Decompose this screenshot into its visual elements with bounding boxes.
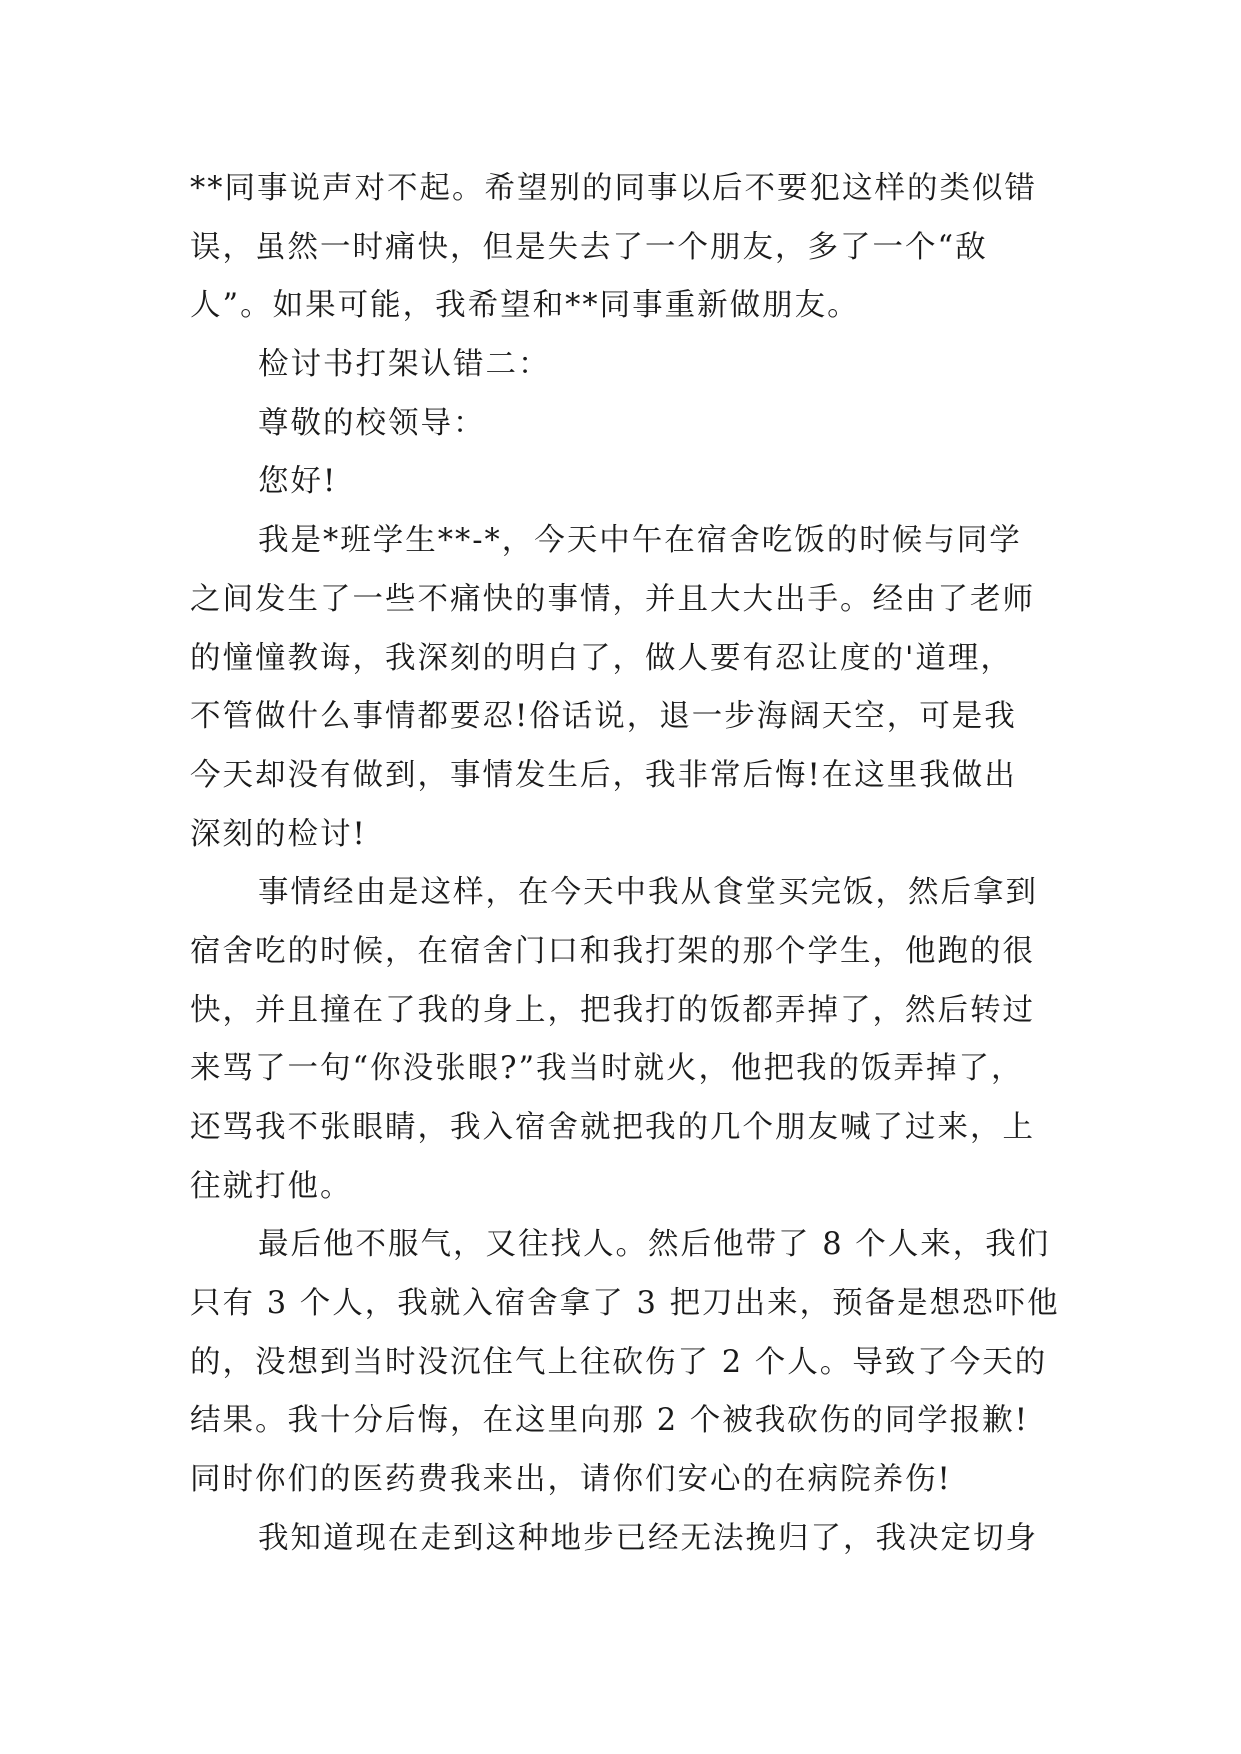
text-line: 误，虽然一时痛快，但是失去了一个朋友，多了一个“敌	[190, 229, 988, 265]
text-line: 的，没想到当时没沉住气上往砍伤了 2 个人。导致了今天的	[190, 1344, 1048, 1380]
text-line: 事情经由是这样，在今天中我从食堂买完饭，然后拿到	[258, 875, 1038, 911]
text-line: 来骂了一句“你没张眼?”我当时就火，他把我的饭弄掉了，	[190, 1051, 1024, 1087]
text-line: 人”。如果可能，我希望和**同事重新做朋友。	[190, 288, 860, 324]
text-line: **同事说声对不起。希望别的同事以后不要犯这样的类似错	[190, 171, 1037, 206]
text-line: 往就打他。	[190, 1168, 353, 1204]
text-line: 我是*班学生**-*，今天中午在宿舍吃饭的时候与同学	[258, 523, 1022, 559]
text-line: 之间发生了一些不痛快的事情，并且大大出手。经由了老师	[190, 581, 1035, 617]
text-line: 深刻的检讨!	[190, 816, 367, 852]
text-line: 最后他不服气，又往找人。然后他带了 8 个人来，我们	[258, 1227, 1051, 1263]
text-line: 的憧憧教诲，我深刻的明白了，做人要有忍让度的'道理，	[190, 640, 1013, 676]
greeting: 您好!	[258, 464, 338, 500]
text-line: 结果。我十分后悔，在这里向那 2 个被我砍伤的同学报歉!	[190, 1403, 1030, 1439]
salutation: 尊敬的校领导：	[258, 405, 486, 441]
text-line: 同时你们的医药费我来出，请你们安心的在病院养伤!	[190, 1462, 952, 1498]
text-line: 只有 3 个人，我就入宿舍拿了 3 把刀出来，预备是想恐吓他	[190, 1286, 1060, 1322]
text-line: 今天却没有做到，事情发生后，我非常后悔!在这里我做出	[190, 757, 1017, 793]
section-heading: 检讨书打架认错二：	[258, 347, 551, 383]
text-line: 宿舍吃的时候，在宿舍门口和我打架的那个学生，他跑的很	[190, 933, 1035, 969]
text-line: 还骂我不张眼睛，我入宿舍就把我的几个朋友喊了过来，上	[190, 1110, 1035, 1145]
text-line: 快，并且撞在了我的身上，把我打的饭都弄掉了，然后转过	[190, 992, 1035, 1028]
text-line: 我知道现在走到这种地步已经无法挽归了，我决定切身	[258, 1520, 1038, 1556]
document-body	[190, 160, 1060, 1569]
text-line: 不管做什么事情都要忍!俗话说，退一步海阔天空，可是我	[190, 699, 1017, 735]
